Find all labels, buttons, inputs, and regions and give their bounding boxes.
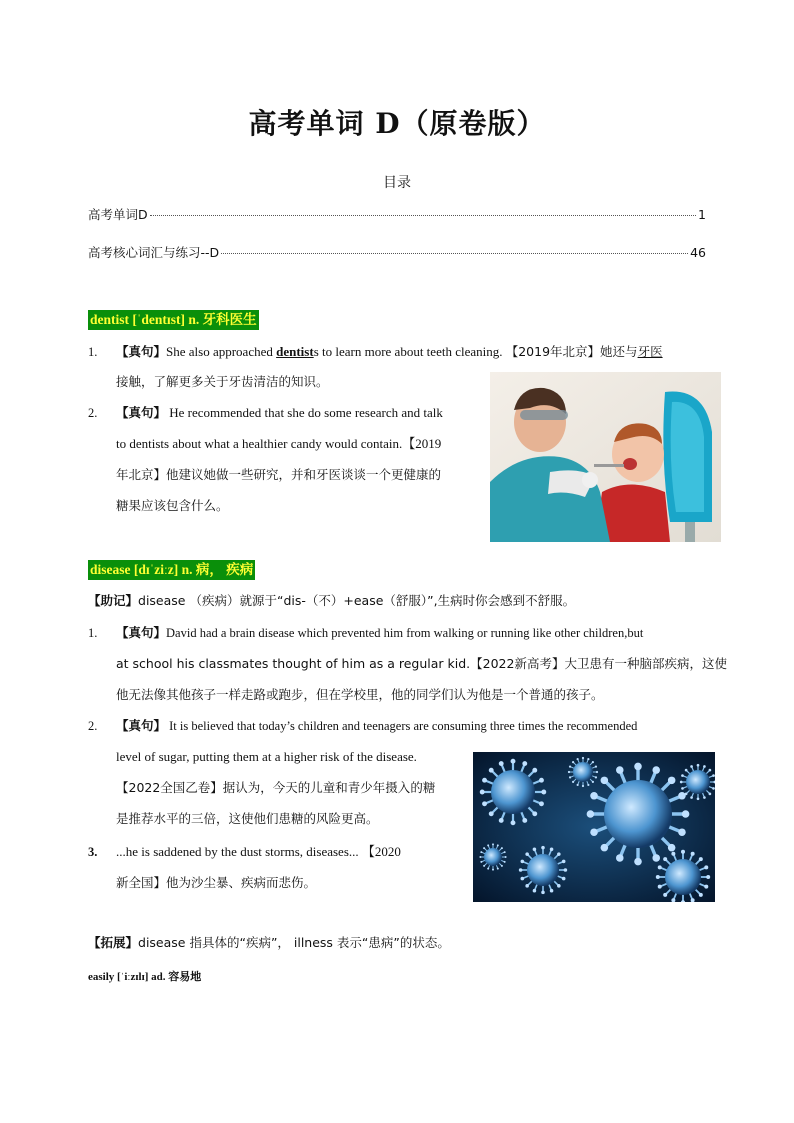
example-sentence	[116, 623, 643, 643]
dentist-photo	[490, 372, 721, 542]
example-tag: 【真句】	[116, 405, 167, 420]
example-line: 年北京】他建议她做一些研究，并和牙医谈谈一个更健康的	[116, 467, 442, 482]
example-line: to dentists about what a healthier candy would contain.【2019	[116, 436, 442, 451]
word-heading-dentist: dentist [ˈdentɪst] n. 牙科医生	[88, 310, 259, 330]
example-number: 1.	[88, 345, 98, 359]
example-tag: 【真句】	[116, 344, 167, 359]
example-number: 2.	[88, 406, 98, 420]
example-text: He recommended that she do some research and talk	[166, 405, 443, 420]
example-line: level of sugar, putting them at a higher risk of the disease.	[116, 749, 417, 764]
toc-leader	[221, 253, 688, 254]
example-line: at school his classmates thought of him as a regular kid.【2022新高考】大卫患有一种脑部疾病，这使	[116, 656, 727, 671]
example-text: David had a brain disease which prevented him from walking or running like other children,but	[166, 626, 644, 640]
virus-particle	[680, 764, 715, 800]
word-heading-easily: easily [ˈiːzɪlɪ] ad. 容易地	[88, 971, 202, 983]
virus-particle	[519, 846, 567, 894]
example-sentence	[116, 403, 443, 423]
extension-text: disease 指具体的“疾病”， illness 表示“患病”的状态。	[138, 935, 450, 950]
toc-heading: 目录	[383, 175, 411, 191]
example-tag: 【真句】	[116, 718, 167, 733]
example-tag: 【真句】	[116, 625, 167, 640]
example-line: ...he is saddened by the dust storms, diseases... 【2020	[116, 844, 401, 859]
example-text: s to learn more about teeth cleaning.	[313, 344, 506, 359]
memo-tag: 【助记】	[88, 593, 139, 608]
toc-leader	[150, 215, 696, 216]
memory-aid	[88, 591, 575, 611]
toc-label: 高考单词D	[88, 207, 148, 222]
toc-row[interactable]	[88, 243, 706, 261]
page-title: 高考单词 D（原卷版）	[248, 107, 546, 140]
example-sentence	[116, 342, 663, 362]
example-line: 是推荐水平的三倍，这使他们患糖的风险更高。	[116, 811, 379, 826]
toc-page: 1	[698, 207, 706, 222]
highlight-word: dentist	[276, 344, 314, 359]
example-line: 【2022全国乙卷】据认为，今天的儿童和青少年摄入的糖	[116, 780, 436, 795]
example-sentence	[116, 716, 637, 736]
toc-row[interactable]	[88, 205, 706, 223]
word-heading-disease: disease [dɪˈziːz] n. 病， 疾病	[88, 560, 255, 580]
example-number: 3.	[88, 845, 98, 859]
translation-text: 她还与	[600, 344, 638, 359]
translation-line: 接触，了解更多关于牙齿清洁的知识。	[116, 374, 329, 389]
virus-particle	[479, 843, 506, 870]
memo-text: disease （疾病）就源于“dis-（不）+ease（舒服）”,生病时你会感到不舒服。	[138, 593, 576, 608]
example-line: 糖果应该包含什么。	[116, 498, 229, 513]
extension-note	[88, 933, 450, 953]
example-number: 2.	[88, 719, 98, 733]
virus-particle	[568, 757, 598, 787]
source-tag: 【2019年北京】	[505, 344, 601, 359]
toc-page: 46	[690, 245, 706, 260]
virus-particle	[587, 763, 690, 866]
example-line: 新全国】他为沙尘暴、疾病而悲伤。	[116, 875, 317, 890]
toc-label: 高考核心词汇与练习--D	[88, 245, 220, 260]
example-number: 1.	[88, 626, 98, 640]
extension-tag: 【拓展】	[88, 935, 139, 950]
example-text: It is believed that today’s children and teenagers are consuming three times the recommended	[166, 719, 638, 733]
example-line: 他无法像其他孩子一样走路或跑步，但在学校里，他的同学们认为他是一个普通的孩子。	[116, 687, 604, 702]
virus-particle	[480, 759, 546, 825]
example-text: She also approached	[166, 344, 277, 359]
highlight-translation: 牙医	[637, 344, 663, 359]
virus-image	[473, 752, 715, 902]
